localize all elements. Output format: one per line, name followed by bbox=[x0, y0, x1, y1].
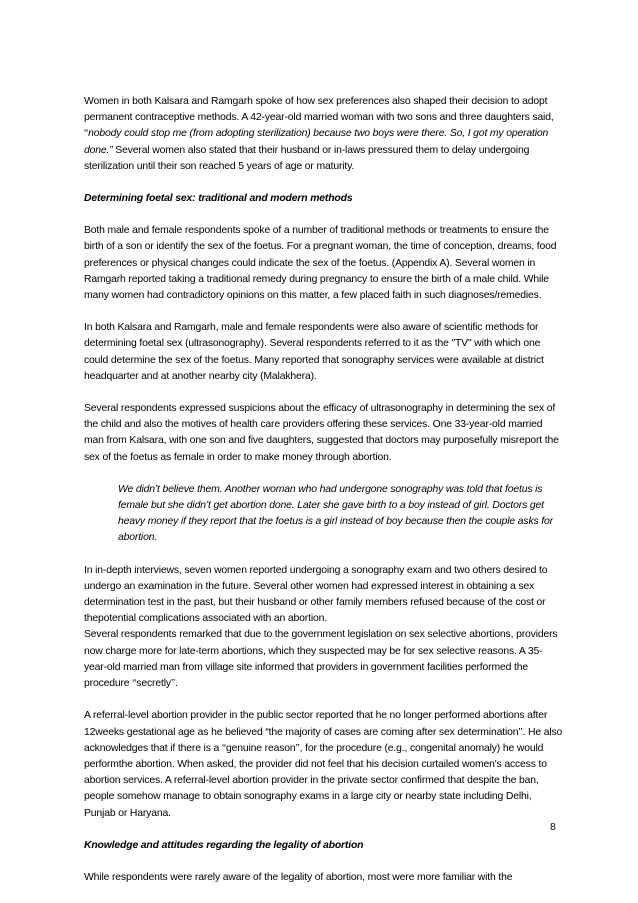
paragraph-traditional-methods: Both male and female respondents spoke of a number of traditional methods or treatments to ensure the birth of a son or identify the sex of the foetus. For a pregnant woman, the time of conception, dreams, food preferences or physical changes could indicate the sex of the foetus. (Appendix A). Several women in Ramgarh reported taking a traditional remedy during pregnancy to ensure the birth of a male child. While many women had contradictory opinions on this matter, a few placed faith in such diagnoses/remedies. bbox=[84, 225, 557, 302]
page-number: 8 bbox=[550, 822, 556, 833]
document-body bbox=[84, 94, 564, 902]
paragraph-in-depth-interviews: In in-depth interviews, seven women reported undergoing a sonography exam and two others desired to undergo an examination in the future. Several other women had expressed interest in obtaining a sex determination test in the past, but their husband or other family members refused because of the cost or thepotential complications associated with an abortion. bbox=[84, 564, 548, 625]
section-heading-legality: Knowledge and attitudes regarding the legality of abortion bbox=[84, 839, 364, 851]
paragraph-text: Women in both Kalsara and Ramgarh spoke of how sex preferences also shaped their decision to adopt permanent contraceptive methods. A 42-year-old married woman with two sons and three daughters said, ‘‘ bbox=[84, 96, 554, 140]
paragraph-legislation: Several respondents remarked that due to the government legislation on sex selective abortions, providers now charge more for late-term abortions, which they suspected may be for sex selective reasons. A 35-year-old married man from village site informed that providers in government facilities performed the procedure ‘‘secretly’’. bbox=[84, 629, 558, 690]
section-heading-foetal-sex: Determining foetal sex: traditional and modern methods bbox=[84, 193, 353, 205]
block-quote: We didn’t believe them. Another woman who had undergone sonography was told that foetus is female but she didn’t get abortion done. Later she gave birth to a boy instead of girl. Doctors get heavy money if they report that the foetus is a girl instead of boy because then the couple asks for abortion. bbox=[118, 483, 553, 544]
paragraph-sterilization bbox=[84, 94, 564, 175]
paragraph-scientific-methods: In both Kalsara and Ramgarh, male and female respondents were also aware of scientific methods for determining foetal sex (ultrasonography). Several respondents referred to it as the "TV" with which one could determine the sex of the foetus. Many reported that sonography services were available at district headquarter and at another nearby city (Malakhera). bbox=[84, 322, 544, 382]
paragraph-text: Several women also stated that their husband or in-laws pressured them to delay undergoing sterilization until their son reached 5 years of age or maturity. bbox=[84, 144, 530, 172]
inline-quote: nobody could stop me (from adopting sterilization) because two boys were there. So, I got my operation done.” bbox=[84, 128, 549, 156]
paragraph-legality: While respondents were rarely aware of the legality of abortion, most were more familiar with the bbox=[84, 871, 513, 883]
paragraph-referral-provider: A referral-level abortion provider in the public sector reported that he no longer performed abortions after 12weeks gestational age as he believed “the majority of cases are coming after sex determination’’. He also acknowledges that if there is a ‘‘genuine reason’’, for the procedure (e.g., congenital anomaly) he would performthe abortion. When asked, the provider did not feel that his decision curtailed women's access to abortion services. A referral-level abortion provider in the private sector confirmed that despite the ban, people somehow manage to obtain sonography exams in a large city or nearby state including Delhi, Punjab or Haryana. bbox=[84, 710, 563, 819]
paragraph-suspicions: Several respondents expressed suspicions about the efficacy of ultrasonography in determining the sex of the child and also the motives of health care providers offering these services. One 33-year-old married man from Kalsara, with one son and five daughters, suggested that doctors may purposefully misreport the sex of the foetus as female in order to make money through abortion. bbox=[84, 403, 559, 463]
